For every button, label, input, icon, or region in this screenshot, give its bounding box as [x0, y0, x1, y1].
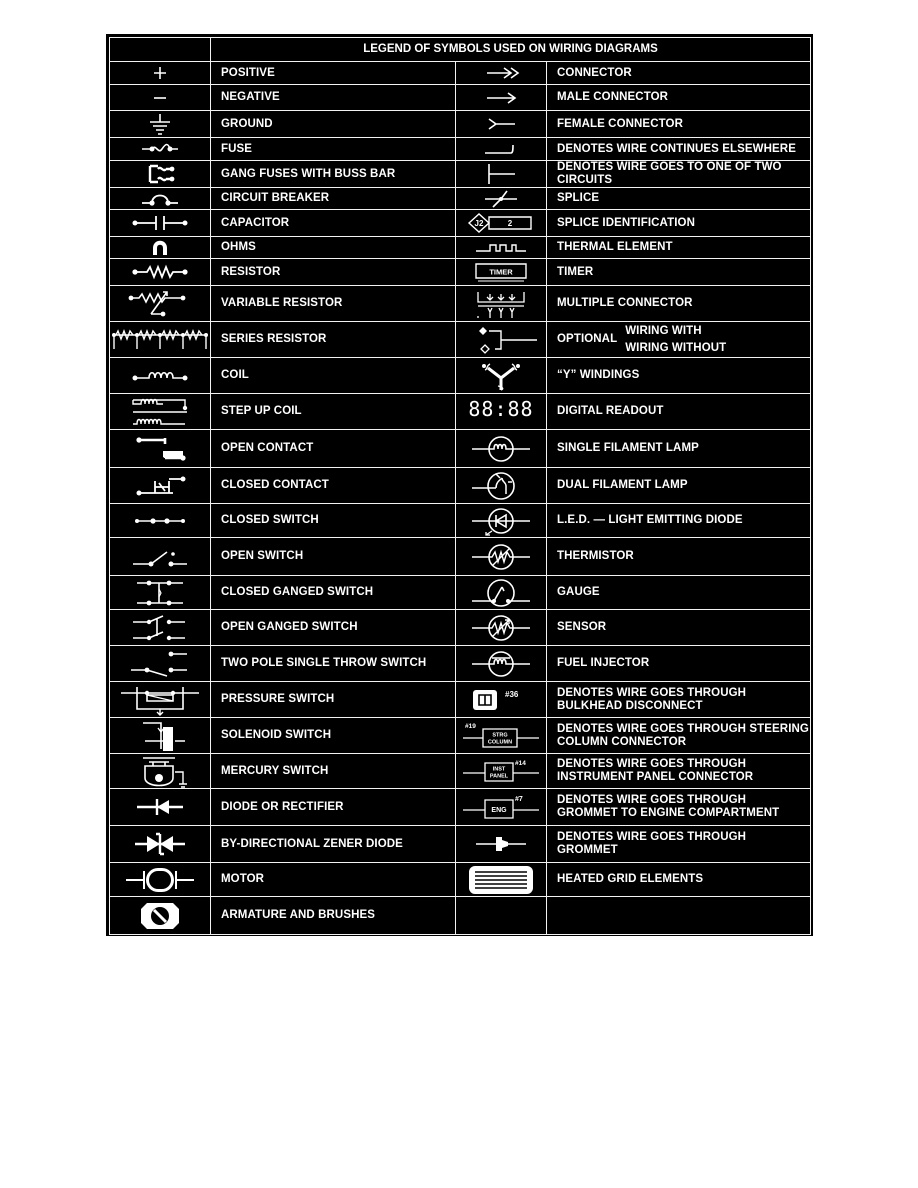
solenoid-switch-icon: [110, 718, 211, 754]
male-connector-icon: [456, 85, 547, 111]
symbol-legend-table: [106, 34, 813, 936]
label-zener-diode: BY-DIRECTIONAL ZENER DIODE: [211, 826, 456, 863]
header-blank-cell: [110, 38, 211, 62]
label-negative: NEGATIVE: [211, 85, 456, 111]
label-positive: POSITIVE: [211, 62, 456, 85]
closed-contact-icon: [110, 468, 211, 504]
empty-label-cell: [547, 897, 811, 935]
zener-diode-icon: [110, 826, 211, 863]
label-steering-column: DENOTES WIRE GOES THROUGH STEERING COLUMN CONNECTOR: [547, 718, 811, 754]
optional-cell: [547, 322, 811, 358]
label-thermal-element: THERMAL ELEMENT: [547, 237, 811, 259]
label-solenoid-switch: SOLENOID SWITCH: [211, 718, 456, 754]
label-closed-contact: CLOSED CONTACT: [211, 468, 456, 504]
label-heated-grid: HEATED GRID ELEMENTS: [547, 863, 811, 897]
female-connector-icon: [456, 111, 547, 138]
thermistor-icon: [456, 538, 547, 576]
label-fuse: FUSE: [211, 138, 456, 161]
label-resistor: RESISTOR: [211, 259, 456, 286]
label-connector: CONNECTOR: [547, 62, 811, 85]
capacitor-icon: [110, 210, 211, 237]
thermal-element-icon: [456, 237, 547, 259]
label-splice-id: SPLICE IDENTIFICATION: [547, 210, 811, 237]
resistor-icon: [110, 259, 211, 286]
diode-icon: [110, 789, 211, 826]
label-digital-readout: DIGITAL READOUT: [547, 394, 811, 430]
engine-number: #7: [515, 796, 523, 803]
mercury-switch-icon: [110, 754, 211, 789]
label-y-windings: “Y” WINDINGS: [547, 358, 811, 394]
grommet-icon: [456, 826, 547, 863]
engine-box-label: ENG: [491, 807, 507, 814]
label-grommet-engine: DENOTES WIRE GOES THROUGH GROMMET TO ENGINE COMPARTMENT: [547, 789, 811, 826]
label-led: L.E.D. — LIGHT EMITTING DIODE: [547, 504, 811, 538]
label-coil: COIL: [211, 358, 456, 394]
variable-resistor-icon: [110, 286, 211, 322]
single-filament-lamp-icon: [456, 430, 547, 468]
label-ground: GROUND: [211, 111, 456, 138]
label-grommet: DENOTES WIRE GOES THROUGH GROMMET: [547, 826, 811, 863]
label-wiring-with: WIRING WITH: [625, 324, 702, 337]
series-resistor-icon: [110, 322, 211, 358]
ohms-icon: [110, 237, 211, 259]
label-pressure-switch: PRESSURE SWITCH: [211, 682, 456, 718]
label-male-connector: MALE CONNECTOR: [547, 85, 811, 111]
label-armature: ARMATURE AND BRUSHES: [211, 897, 456, 935]
label-gang-fuses: GANG FUSES WITH BUSS BAR: [211, 161, 456, 188]
label-fuel-injector: FUEL INJECTOR: [547, 646, 811, 682]
splice-id-num1: J2: [474, 219, 484, 228]
label-open-contact: OPEN CONTACT: [211, 430, 456, 468]
negative-icon: [110, 85, 211, 111]
steering-column-icon: [456, 718, 547, 754]
sensor-icon: [456, 610, 547, 646]
instrument-box-line2: PANEL: [489, 773, 509, 780]
label-closed-ganged-switch: CLOSED GANGED SWITCH: [211, 576, 456, 610]
label-sensor: SENSOR: [547, 610, 811, 646]
label-female-connector: FEMALE CONNECTOR: [547, 111, 811, 138]
open-contact-icon: [110, 430, 211, 468]
label-step-up-coil: STEP UP COIL: [211, 394, 456, 430]
label-open-switch: OPEN SWITCH: [211, 538, 456, 576]
open-ganged-switch-icon: [110, 610, 211, 646]
steering-number: #19: [465, 722, 476, 730]
led-icon: [456, 504, 547, 538]
label-two-pole-switch: TWO POLE SINGLE THROW SWITCH: [211, 646, 456, 682]
positive-icon: [110, 62, 211, 85]
pressure-switch-icon: [110, 682, 211, 718]
gauge-icon: [456, 576, 547, 610]
label-wiring-without: WIRING WITHOUT: [625, 341, 727, 354]
wire-two-circuits-icon: [456, 161, 547, 188]
multiple-connector-icon: [456, 286, 547, 322]
open-switch-icon: [110, 538, 211, 576]
gang-fuses-icon: [110, 161, 211, 188]
label-ohms: OHMS: [211, 237, 456, 259]
step-up-coil-icon: [110, 394, 211, 430]
optional-wiring-icon: [456, 322, 547, 358]
circuit-breaker-icon: [110, 188, 211, 210]
closed-switch-icon: [110, 504, 211, 538]
label-wire-two-circuits: DENOTES WIRE GOES TO ONE OF TWO CIRCUITS: [547, 161, 811, 188]
fuel-injector-icon: [456, 646, 547, 682]
label-circuit-breaker: CIRCUIT BREAKER: [211, 188, 456, 210]
bulkhead-number: #36: [505, 689, 519, 699]
label-gauge: GAUGE: [547, 576, 811, 610]
label-capacitor: CAPACITOR: [211, 210, 456, 237]
digital-readout-icon: [456, 394, 547, 430]
label-bulkhead: DENOTES WIRE GOES THROUGH BULKHEAD DISCONNECT: [547, 682, 811, 718]
connector-icon: [456, 62, 547, 85]
y-windings-icon: [456, 358, 547, 394]
closed-ganged-switch-icon: [110, 576, 211, 610]
ground-icon: [110, 111, 211, 138]
empty-symbol-cell: [456, 897, 547, 935]
bulkhead-icon: [456, 682, 547, 718]
label-diode: DIODE OR RECTIFIER: [211, 789, 456, 826]
coil-icon: [110, 358, 211, 394]
digital-readout-text: 88:88: [468, 397, 534, 421]
two-pole-switch-icon: [110, 646, 211, 682]
label-series-resistor: SERIES RESISTOR: [211, 322, 456, 358]
legend-title: LEGEND OF SYMBOLS USED ON WIRING DIAGRAMS: [211, 38, 811, 62]
label-multiple-connector: MULTIPLE CONNECTOR: [547, 286, 811, 322]
dual-filament-lamp-icon: [456, 468, 547, 504]
label-thermistor: THERMISTOR: [547, 538, 811, 576]
armature-icon: [110, 897, 211, 935]
splice-icon: [456, 188, 547, 210]
label-splice: SPLICE: [547, 188, 811, 210]
label-variable-resistor: VARIABLE RESISTOR: [211, 286, 456, 322]
steering-box-line2: COLUMN: [487, 739, 513, 745]
label-timer: TIMER: [547, 259, 811, 286]
instrument-panel-icon: [456, 754, 547, 789]
instrument-box-line1: INST: [492, 766, 506, 773]
steering-box-line1: STRG: [492, 732, 508, 738]
label-instrument-panel: DENOTES WIRE GOES THROUGH INSTRUMENT PANEL CONNECTOR: [547, 754, 811, 789]
motor-icon: [110, 863, 211, 897]
label-optional: OPTIONAL: [557, 333, 618, 345]
label-single-filament-lamp: SINGLE FILAMENT LAMP: [547, 430, 811, 468]
splice-id-icon: [456, 210, 547, 237]
label-dual-filament-lamp: DUAL FILAMENT LAMP: [547, 468, 811, 504]
label-open-ganged-switch: OPEN GANGED SWITCH: [211, 610, 456, 646]
grommet-engine-icon: [456, 789, 547, 826]
heated-grid-icon: [456, 863, 547, 897]
label-mercury-switch: MERCURY SWITCH: [211, 754, 456, 789]
label-closed-switch: CLOSED SWITCH: [211, 504, 456, 538]
timer-box-label: TIMER: [489, 267, 513, 277]
fuse-icon: [110, 138, 211, 161]
label-wire-continues: DENOTES WIRE CONTINUES ELSEWHERE: [547, 138, 811, 161]
instrument-number: #14: [515, 760, 526, 767]
splice-id-num2: 2: [507, 219, 513, 228]
label-motor: MOTOR: [211, 863, 456, 897]
timer-icon: [456, 259, 547, 286]
wire-continues-icon: [456, 138, 547, 161]
